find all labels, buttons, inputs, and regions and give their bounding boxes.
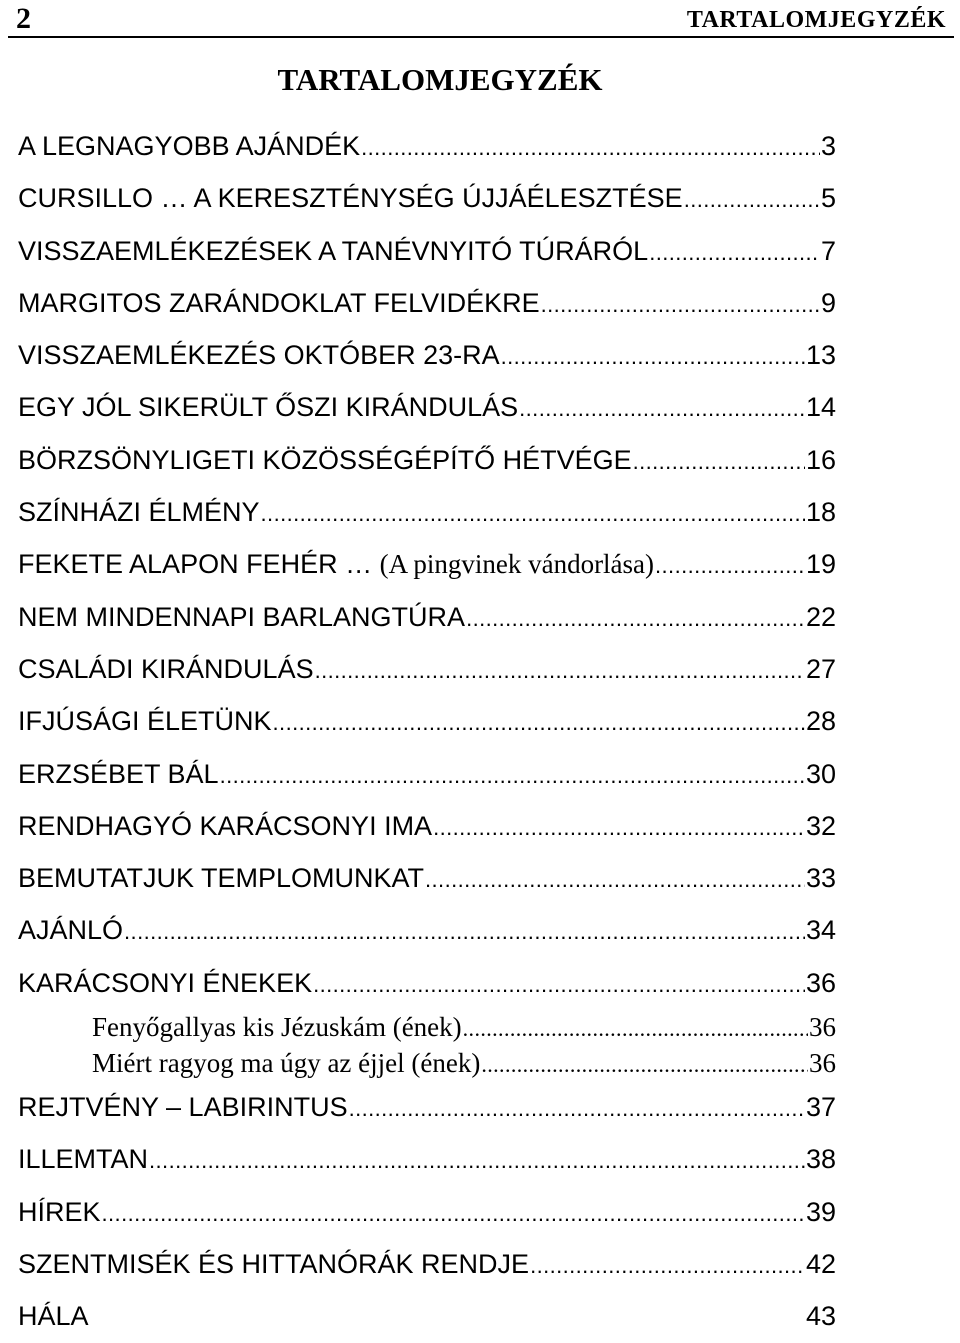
dot-leader — [124, 904, 805, 956]
toc-entry-page: 3 — [820, 131, 836, 161]
dot-leader — [220, 748, 805, 800]
dot-leader — [261, 486, 805, 538]
toc-entry-page: 43 — [805, 1301, 836, 1332]
toc-entry-title — [18, 643, 314, 695]
toc-entry-page: 39 — [805, 1196, 836, 1227]
toc-entry-title — [18, 591, 465, 643]
toc-entry-page: 33 — [805, 863, 836, 894]
toc-entry-title — [18, 277, 540, 329]
toc-entry-page: 16 — [805, 444, 836, 475]
toc-entry-title — [18, 1186, 101, 1238]
toc-entry-page: 9 — [820, 287, 836, 318]
toc-entry-title-alt: (A pingvinek vándorlása) — [379, 549, 655, 580]
toc-entry — [18, 381, 836, 433]
toc-entry-page: 14 — [805, 392, 836, 423]
toc-entry-title-text: SZÍNHÁZI ÉLMÉNY — [18, 497, 260, 528]
toc-entry — [18, 1290, 836, 1342]
toc-entry-title-text: HÁLA — [18, 1301, 89, 1332]
toc-entry — [18, 277, 836, 329]
dot-leader — [649, 225, 820, 277]
toc-entry-page: 38 — [805, 1144, 836, 1175]
toc-entry-title — [18, 852, 424, 904]
toc-entry — [18, 434, 836, 486]
toc-entry-title-text: SZENTMISÉK ÉS HITTANÓRÁK RENDJE — [18, 1248, 530, 1279]
dot-leader — [433, 800, 805, 852]
toc-entry — [18, 643, 836, 695]
page-header — [8, 0, 954, 38]
toc-entry-page: 5 — [820, 183, 836, 214]
toc-entry-title — [18, 800, 432, 852]
toc-entry-page: 36 — [809, 1012, 836, 1043]
dot-leader — [633, 434, 805, 486]
table-of-contents — [18, 120, 836, 1343]
toc-entry-title — [18, 538, 654, 590]
page-number: 2 — [16, 2, 31, 35]
dot-leader — [349, 1081, 805, 1133]
dot-leader — [519, 381, 805, 433]
toc-entry-page: 22 — [805, 601, 836, 632]
toc-entry — [18, 800, 836, 852]
toc-entry-page: 19 — [805, 549, 836, 580]
toc-entry — [18, 225, 836, 277]
toc-entry-page: 18 — [805, 497, 836, 528]
toc-entry-page: 36 — [809, 1048, 836, 1079]
dot-leader — [655, 538, 805, 590]
page-title: TARTALOMJEGYZÉK — [277, 62, 603, 97]
toc-entry-title — [18, 329, 500, 381]
toc-entry-page: 37 — [805, 1092, 836, 1123]
toc-entry-title-text: KARÁCSONYI ÉNEKEK — [18, 967, 313, 998]
toc-entry — [18, 1081, 836, 1133]
dot-leader — [425, 852, 805, 904]
toc-entry-title — [18, 120, 360, 172]
toc-entry-title — [18, 486, 260, 538]
dot-leader — [541, 277, 820, 329]
toc-entry-title — [18, 1133, 148, 1185]
toc-entry-page: 28 — [805, 706, 836, 737]
toc-entry-title-text: NEM MINDENNAPI BARLANGTÚRA — [18, 601, 466, 632]
toc-entry-title-text: FEKETE ALAPON FEHÉR … — [18, 549, 380, 580]
toc-entry — [18, 852, 836, 904]
toc-entry-title-text: RENDHAGYÓ KARÁCSONYI IMA — [18, 810, 433, 841]
toc-entry-page: 42 — [805, 1248, 836, 1279]
toc-subentry — [18, 1045, 836, 1081]
running-title: TARTALOMJEGYZÉK — [686, 7, 946, 33]
toc-entry-title-text: Miért ragyog ma úgy az éjjel (ének) — [92, 1048, 481, 1079]
toc-entry-title-text: A LEGNAGYOBB AJÁNDÉK — [18, 131, 361, 161]
toc-subentry — [18, 1009, 836, 1045]
toc-entry-title — [18, 225, 648, 277]
toc-entry — [18, 1186, 836, 1238]
dot-leader — [466, 591, 805, 643]
toc-entry-title-text: VISSZAEMLÉKEZÉSEK A TANÉVNYITÓ TÚRÁRÓL — [18, 235, 649, 266]
toc-entry — [18, 695, 836, 747]
toc-entry-title — [18, 695, 272, 747]
toc-entry-title-text: VISSZAEMLÉKEZÉS OKTÓBER 23-RA — [18, 340, 500, 371]
toc-entry — [18, 329, 836, 381]
toc-entry-title-text: BEMUTATJUK TEMPLOMUNKAT — [18, 863, 425, 894]
toc-entry-title-text: HÍREK — [18, 1196, 101, 1227]
toc-entry-title-text: Fenyőgallyas kis Jézuskám (ének) — [92, 1012, 462, 1043]
toc-entry-title — [18, 172, 683, 224]
toc-entry — [18, 1238, 836, 1290]
toc-entry-title-text: EGY JÓL SIKERÜLT ŐSZI KIRÁNDULÁS — [18, 392, 519, 423]
toc-entry-page: 27 — [805, 653, 836, 684]
toc-entry-title — [18, 1081, 348, 1133]
toc-entry-title — [18, 748, 219, 800]
toc-entry-title — [92, 1045, 480, 1081]
toc-entry-title-text: REJTVÉNY – LABIRINTUS — [18, 1092, 348, 1123]
toc-entry — [18, 904, 836, 956]
toc-entry-title-text: ERZSÉBET BÁL — [18, 758, 219, 789]
dot-leader — [273, 695, 805, 747]
toc-entry-page: 32 — [805, 810, 836, 841]
dot-leader — [149, 1133, 805, 1185]
dot-leader — [102, 1186, 805, 1238]
toc-entry-title — [18, 904, 123, 956]
toc-entry — [18, 120, 836, 172]
toc-entry-title — [18, 381, 518, 433]
toc-entry-title — [18, 434, 632, 486]
toc-entry — [18, 486, 836, 538]
toc-entry-page: 13 — [805, 340, 836, 371]
toc-entry-title-text: CSALÁDI KIRÁNDULÁS — [18, 653, 314, 684]
toc-entry — [18, 538, 836, 590]
dot-leader — [501, 329, 805, 381]
toc-entry — [18, 748, 836, 800]
toc-entry-page: 7 — [820, 235, 836, 266]
dot-leader — [313, 957, 805, 1009]
dot-leader — [530, 1238, 805, 1290]
toc-entry-page: 30 — [805, 758, 836, 789]
toc-entry — [18, 957, 836, 1009]
toc-entry-title-text: AJÁNLÓ — [18, 915, 124, 946]
toc-entry-title-text: BÖRZSÖNYLIGETI KÖZÖSSÉGÉPÍTŐ HÉTVÉGE — [18, 444, 632, 475]
toc-entry-page: 34 — [805, 915, 836, 946]
toc-entry-title-text: ILLEMTAN — [18, 1144, 149, 1175]
toc-entry — [18, 1133, 836, 1185]
dot-leader — [315, 643, 805, 695]
toc-entry — [18, 172, 836, 224]
toc-entry-title — [18, 1238, 529, 1290]
toc-entry — [18, 591, 836, 643]
dot-leader — [684, 172, 820, 224]
toc-entry-title-text: IFJÚSÁGI ÉLETÜNK — [18, 706, 272, 737]
toc-entry-title-text: MARGITOS ZARÁNDOKLAT FELVIDÉKRE — [18, 287, 540, 318]
dot-leader — [463, 1009, 808, 1045]
toc-entry-title — [18, 1290, 89, 1342]
toc-entry-title — [18, 957, 312, 1009]
dot-leader — [481, 1045, 808, 1081]
toc-entry-page: 36 — [805, 967, 836, 998]
toc-entry-title-text: CURSILLO … A KERESZTÉNYSÉG ÚJJÁÉLESZTÉSE — [18, 183, 683, 214]
toc-entry-title — [92, 1009, 462, 1045]
dot-leader — [361, 120, 820, 172]
